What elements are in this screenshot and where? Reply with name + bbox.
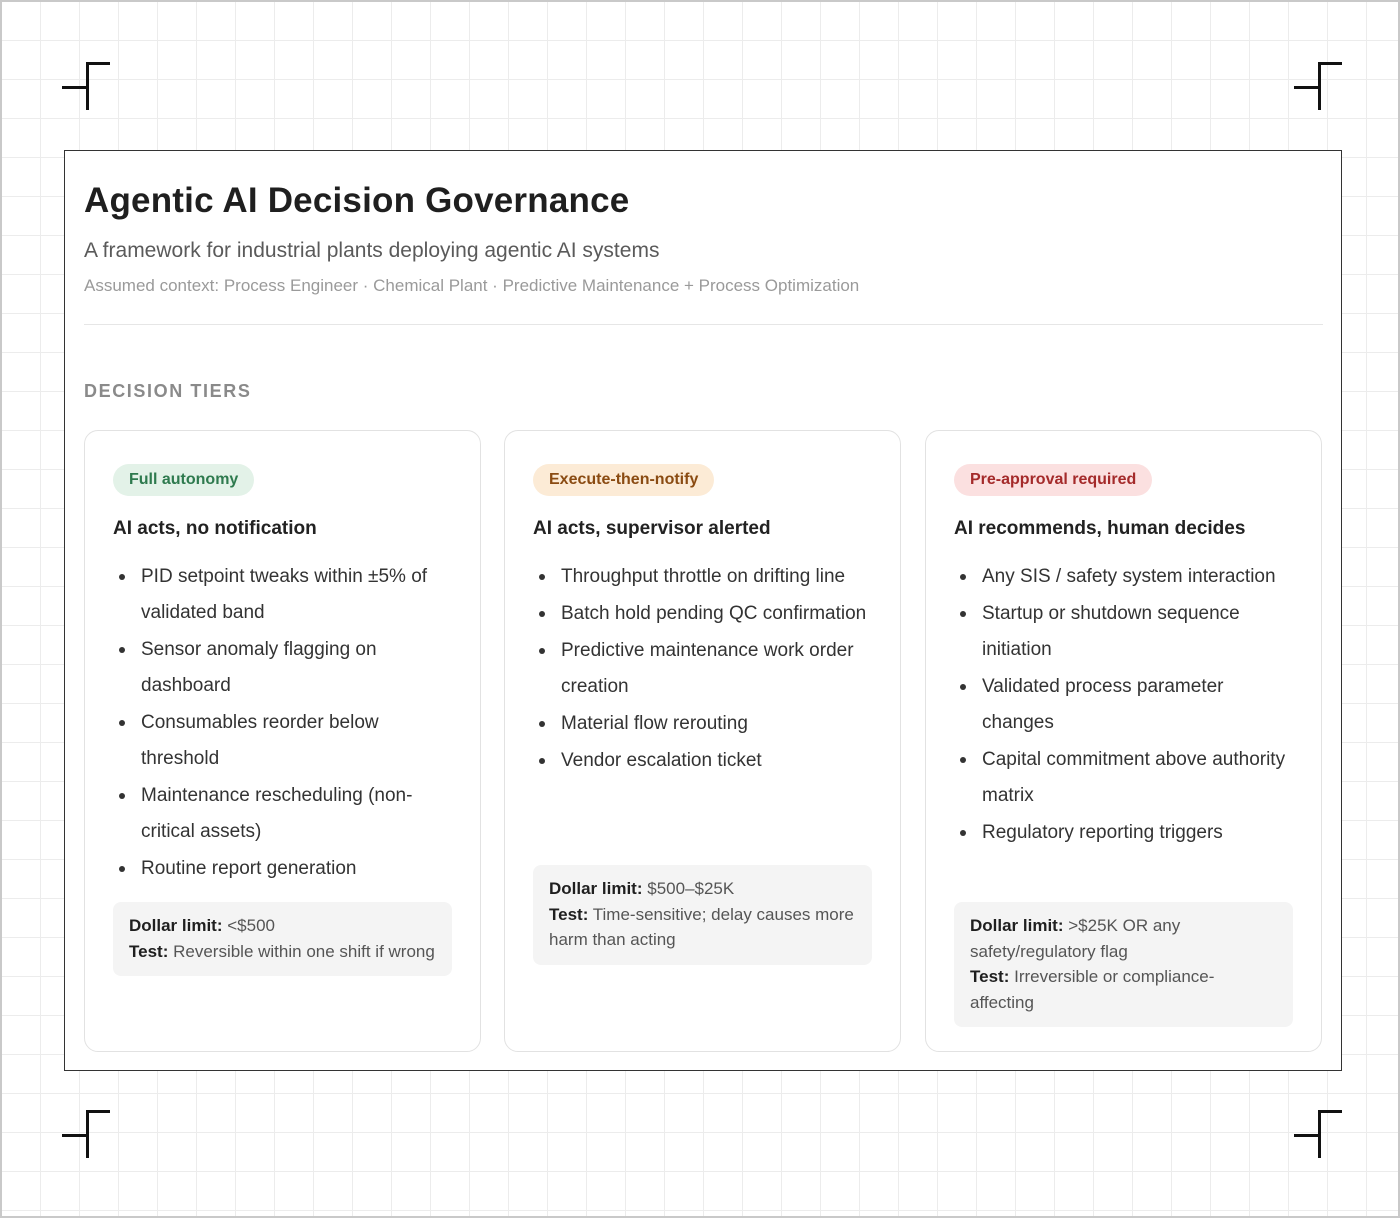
dollar-limit-label: Dollar limit: <box>129 916 223 935</box>
test-value: Irreversible or compliance-affecting <box>970 967 1215 1012</box>
dollar-limit-value: <$500 <box>227 916 275 935</box>
dollar-limit-line <box>970 913 1277 964</box>
crop-mark-bottom-right-icon <box>1294 1110 1344 1160</box>
test-label: Test: <box>129 941 169 961</box>
list-item: Routine report generation <box>113 851 453 887</box>
list-item: PID setpoint tweaks within ±5% of validated band <box>113 559 453 631</box>
dollar-limit-label: Dollar limit: <box>970 916 1064 935</box>
tier-heading: AI acts, supervisor alerted <box>533 518 771 539</box>
list-item: Validated process parameter changes <box>954 669 1294 741</box>
header-divider <box>84 324 1323 325</box>
tier-item-list <box>113 559 453 888</box>
list-item: Batch hold pending QC confirmation <box>533 596 873 632</box>
assumed-context: Assumed context: Process Engineer · Chemical Plant · Predictive Maintenance + Process Optimization <box>84 276 860 295</box>
test-line <box>129 939 436 965</box>
list-item: Startup or shutdown sequence initiation <box>954 596 1294 668</box>
crop-mark-top-right-icon <box>1294 62 1344 112</box>
tier-heading: AI recommends, human decides <box>954 518 1246 539</box>
tier-badge: Execute-then-notify <box>533 464 714 496</box>
test-line <box>970 964 1277 1015</box>
tier-heading: AI acts, no notification <box>113 518 317 539</box>
dollar-limit-value: >$25K OR any safety/regulatory flag <box>970 916 1181 961</box>
list-item: Vendor escalation ticket <box>533 743 873 779</box>
limit-box <box>533 865 872 965</box>
tier-badge: Full autonomy <box>113 464 254 496</box>
page-title: Agentic AI Decision Governance <box>84 181 630 220</box>
test-line <box>549 902 856 953</box>
list-item: Consumables reorder below threshold <box>113 705 453 777</box>
tier-card-pre-approval-required <box>925 430 1322 1052</box>
tier-badge: Pre-approval required <box>954 464 1152 496</box>
list-item: Regulatory reporting triggers <box>954 815 1294 851</box>
list-item: Sensor anomaly flagging on dashboard <box>113 632 453 704</box>
governance-panel <box>64 150 1342 1071</box>
test-value: Time-sensitive; delay causes more harm than acting <box>549 904 854 949</box>
dollar-limit-value: $500–$25K <box>647 879 735 898</box>
list-item: Throughput throttle on drifting line <box>533 559 873 595</box>
tier-card-full-autonomy <box>84 430 481 1052</box>
list-item: Any SIS / safety system interaction <box>954 559 1294 595</box>
test-label: Test: <box>549 904 589 924</box>
list-item: Maintenance rescheduling (non-critical assets) <box>113 778 453 850</box>
tier-card-execute-then-notify <box>504 430 901 1052</box>
crop-mark-bottom-left-icon <box>62 1110 112 1160</box>
list-item: Material flow rerouting <box>533 706 873 742</box>
page-subtitle: A framework for industrial plants deploying agentic AI systems <box>84 239 660 262</box>
limit-box <box>954 902 1293 1027</box>
tier-item-list <box>533 559 873 780</box>
dollar-limit-label: Dollar limit: <box>549 879 643 898</box>
test-label: Test: <box>970 967 1010 986</box>
section-label-decision-tiers: DECISION TIERS <box>84 381 252 401</box>
dollar-limit-line <box>129 913 436 939</box>
crop-mark-top-left-icon <box>62 62 112 112</box>
test-value: Reversible within one shift if wrong <box>173 941 435 961</box>
list-item: Capital commitment above authority matrix <box>954 742 1294 814</box>
list-item: Predictive maintenance work order creation <box>533 633 873 705</box>
dollar-limit-line <box>549 876 856 902</box>
limit-box <box>113 902 452 976</box>
tier-item-list <box>954 559 1294 852</box>
